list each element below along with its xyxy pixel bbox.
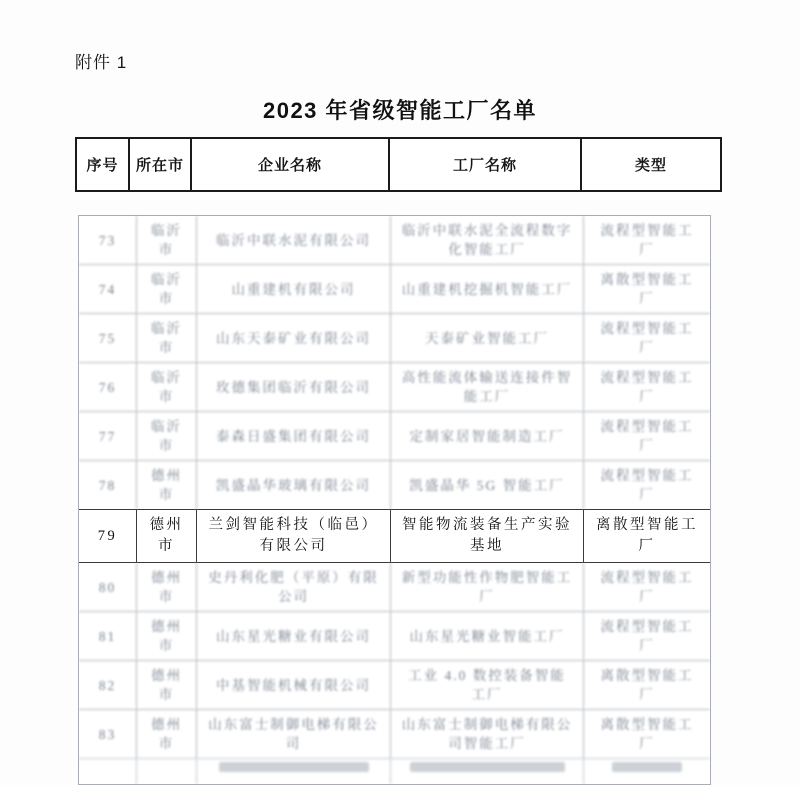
- table-row: [79, 460, 710, 509]
- cell-city: 德州市: [137, 563, 197, 611]
- header-cell-factory: 工厂名称: [390, 139, 582, 190]
- cutoff-cell-type: [584, 759, 710, 784]
- cell-city: 德州市: [137, 461, 197, 509]
- cell-city: 临沂市: [137, 363, 197, 411]
- cell-city: 临沂市: [137, 265, 197, 313]
- table-row: [79, 563, 710, 611]
- cell-type: 流程型智能工厂: [600, 419, 694, 453]
- table-header-row: [75, 137, 722, 192]
- illegible-text-smudge: [612, 762, 682, 772]
- cell-company: 凯盛晶华玻璃有限公司: [197, 461, 391, 509]
- header-cell-type: 类型: [634, 157, 667, 174]
- attachment-label: 附件 1: [75, 53, 128, 72]
- table-row: [79, 216, 710, 264]
- cell-company: 临沂中联水泥有限公司: [197, 216, 391, 264]
- cell-company: 山重建机有限公司: [197, 265, 391, 313]
- cell-type: 流程型智能工厂: [600, 223, 694, 257]
- cell-no: 83: [79, 710, 137, 758]
- data-table: [78, 215, 711, 785]
- cell-city: 德州市: [137, 510, 197, 562]
- cell-factory: 工业 4.0 数控装备智能工厂: [391, 661, 584, 709]
- cutoff-row: [79, 758, 710, 784]
- table-row: [79, 509, 710, 563]
- table-row: [79, 660, 710, 709]
- cell-company: 山东天泰矿业有限公司: [197, 314, 391, 362]
- cutoff-cell-no: [79, 759, 137, 784]
- cell-city: 临沂市: [137, 216, 197, 264]
- cell-type: 离散型智能工厂: [600, 668, 694, 702]
- cell-company: 中基智能机械有限公司: [197, 661, 391, 709]
- cell-factory: 临沂中联水泥全流程数字化智能工厂: [391, 216, 584, 264]
- table-row: [79, 709, 710, 758]
- cell-no: 82: [79, 661, 137, 709]
- cell-no: 76: [79, 363, 137, 411]
- table-row: [79, 362, 710, 411]
- cell-type: 离散型智能工厂: [600, 272, 694, 306]
- cell-type: 流程型智能工厂: [600, 619, 694, 653]
- cutoff-cell-city: [137, 759, 197, 784]
- cell-city: 德州市: [137, 710, 197, 758]
- cell-company: 泰森日盛集团有限公司: [197, 412, 391, 460]
- cell-type: 流程型智能工厂: [600, 321, 694, 355]
- cell-company: 山东星光糖业有限公司: [197, 612, 391, 660]
- header-cell-seq: 序号: [77, 139, 130, 190]
- cell-company: 史丹利化肥（平原）有限公司: [197, 563, 391, 611]
- cell-no: 74: [79, 265, 137, 313]
- cell-company: 山东富士制御电梯有限公司: [197, 710, 391, 758]
- table-row: [79, 264, 710, 313]
- cell-factory: 定制家居智能制造工厂: [391, 412, 584, 460]
- table-row: [79, 611, 710, 660]
- cell-factory: 智能物流装备生产实验基地: [391, 510, 584, 562]
- cell-factory: 天泰矿业智能工厂: [391, 314, 584, 362]
- cell-type: 流程型智能工厂: [600, 468, 694, 502]
- cell-city: 德州市: [137, 661, 197, 709]
- table-row: [79, 411, 710, 460]
- cell-city: 德州市: [137, 612, 197, 660]
- cell-no: 77: [79, 412, 137, 460]
- cell-no: 80: [79, 563, 137, 611]
- cell-factory: 山东星光糖业智能工厂: [391, 612, 584, 660]
- cell-type: 离散型智能工厂: [596, 517, 698, 554]
- cell-factory: 山东富士制御电梯有限公司智能工厂: [391, 710, 584, 758]
- cell-factory: 凯盛晶华 5G 智能工厂: [391, 461, 584, 509]
- illegible-text-smudge: [410, 762, 565, 772]
- cutoff-cell-company: [197, 759, 391, 784]
- cell-company: 玫德集团临沂有限公司: [197, 363, 391, 411]
- cell-no: 75: [79, 314, 137, 362]
- page-title: 2023 年省级智能工厂名单: [262, 98, 538, 123]
- cell-city: 临沂市: [137, 412, 197, 460]
- cell-factory: 山重建机挖掘机智能工厂: [391, 265, 584, 313]
- header-cell-company: 企业名称: [192, 139, 390, 190]
- cell-type: 流程型智能工厂: [600, 370, 694, 404]
- cell-no: 81: [79, 612, 137, 660]
- cutoff-cell-factory: [391, 759, 584, 784]
- header-cell-city: 所在市: [130, 139, 192, 190]
- cell-factory: 高性能流体输送连接件智能工厂: [391, 363, 584, 411]
- cell-type: 离散型智能工厂: [600, 717, 694, 751]
- cell-city: 临沂市: [137, 314, 197, 362]
- cell-type: 流程型智能工厂: [600, 570, 694, 604]
- cell-factory: 新型功能性作物肥智能工厂: [391, 563, 584, 611]
- table-row: [79, 313, 710, 362]
- cell-no: 78: [79, 461, 137, 509]
- illegible-text-smudge: [219, 762, 369, 772]
- cell-no: 79: [79, 510, 137, 562]
- cell-company: 兰剑智能科技（临邑）有限公司: [197, 510, 391, 562]
- cell-no: 73: [79, 216, 137, 264]
